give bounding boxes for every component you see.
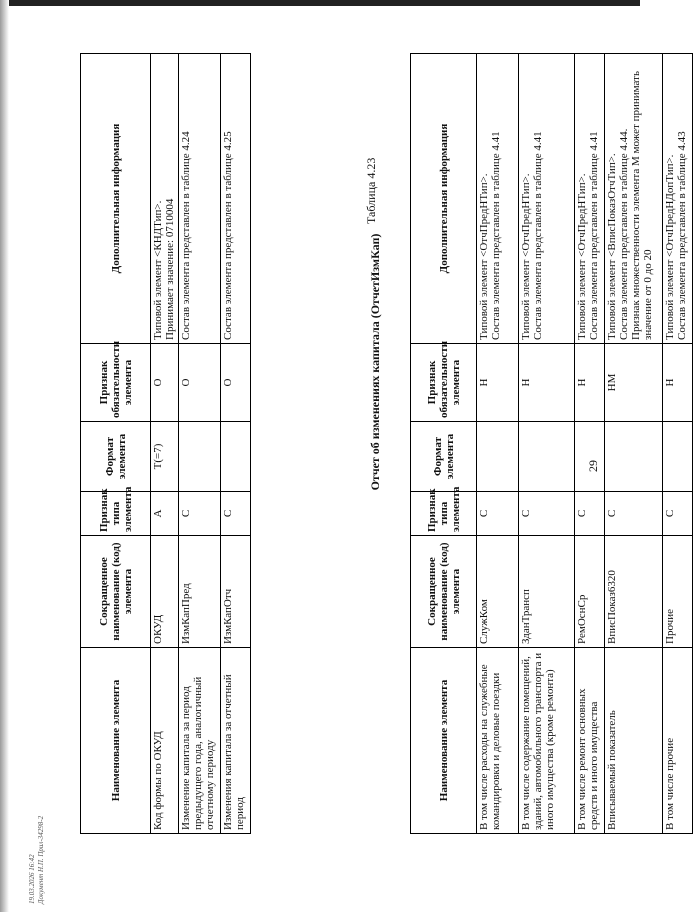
cell-code: ЗданТрансп bbox=[519, 536, 575, 648]
table-row bbox=[663, 54, 693, 834]
table-row bbox=[477, 54, 519, 834]
col-header: Дополнительная информация bbox=[411, 54, 477, 344]
cell-code: РемОснСр bbox=[575, 536, 605, 648]
cell-required: Н bbox=[575, 344, 605, 422]
col-header: Наименование элемента bbox=[411, 648, 477, 834]
cell-type: С bbox=[575, 492, 605, 536]
col-header: Сокращенное наименование (код) элемента bbox=[81, 536, 151, 648]
table-expenses bbox=[410, 53, 693, 834]
cell-name: Код формы по ОКУД bbox=[151, 648, 179, 834]
col-header: Формат элемента bbox=[411, 422, 477, 492]
col-header: Признак типа элемента bbox=[411, 492, 477, 536]
cell-name: Вписываемый показатель bbox=[605, 648, 663, 834]
cell-type: С bbox=[179, 492, 221, 536]
cell-required: НМ bbox=[605, 344, 663, 422]
cell-format: T(=7) bbox=[151, 422, 179, 492]
cell-info: Типовой элемент <ОтчПредНТип>. Состав элемента представлен в таблице 4.41 bbox=[575, 54, 605, 344]
cell-name: В том числе прочие bbox=[663, 648, 693, 834]
table-row bbox=[519, 54, 575, 834]
cell-required: Н bbox=[477, 344, 519, 422]
cell-required: Н bbox=[663, 344, 693, 422]
cell-format bbox=[575, 422, 605, 492]
cell-format bbox=[221, 422, 251, 492]
cell-type: С bbox=[221, 492, 251, 536]
cell-code: Прочие bbox=[663, 536, 693, 648]
cell-info: Типовой элемент <ОтчПредНТип>. Состав элемента представлен в таблице 4.41 bbox=[477, 54, 519, 344]
cell-code: СлужКом bbox=[477, 536, 519, 648]
footer-line-1: 19.03.2026 16:42 bbox=[28, 854, 36, 904]
table-header-row bbox=[81, 54, 151, 834]
cell-name: Изменения капитала за отчетный период bbox=[221, 648, 251, 834]
col-header: Наименование элемента bbox=[81, 648, 151, 834]
cell-code: ИзмКапПред bbox=[179, 536, 221, 648]
cell-type: С bbox=[605, 492, 663, 536]
cell-format bbox=[477, 422, 519, 492]
cell-info: Типовой элемент <ОтчПредНТип>. Состав элемента представлен в таблице 4.41 bbox=[519, 54, 575, 344]
footer-line-2: Документ Н.П. Прил-34298-2 bbox=[37, 815, 45, 904]
cell-format bbox=[179, 422, 221, 492]
table-row bbox=[151, 54, 179, 834]
table-capital-changes bbox=[80, 53, 251, 834]
cell-format bbox=[663, 422, 693, 492]
cell-required: О bbox=[151, 344, 179, 422]
table-row bbox=[605, 54, 663, 834]
cell-type: С bbox=[663, 492, 693, 536]
col-header: Признак обязательности элемента bbox=[81, 344, 151, 422]
cell-info: Типовой элемент <КНДТип>. Принимает значение: 0710004 bbox=[151, 54, 179, 344]
cell-type: С bbox=[477, 492, 519, 536]
col-header: Формат элемента bbox=[81, 422, 151, 492]
cell-format bbox=[519, 422, 575, 492]
cell-required: О bbox=[179, 344, 221, 422]
cell-format bbox=[605, 422, 663, 492]
table-caption: Таблица 4.23 bbox=[364, 157, 378, 224]
table-row bbox=[179, 54, 221, 834]
cell-info: Типовой элемент <ВписПоказОтчТип>. Состав элемента представлен в таблице 4.44. Признак множественности элемента М может принимать значение от 0 до 20 bbox=[605, 54, 663, 344]
cell-required: О bbox=[221, 344, 251, 422]
table-row bbox=[221, 54, 251, 834]
col-header: Дополнительная информация bbox=[81, 54, 151, 344]
col-header: Признак обязательности элемента bbox=[411, 344, 477, 422]
table-row bbox=[575, 54, 605, 834]
table-title: Отчет об изменениях капитала (ОтчетИзмКап) bbox=[368, 233, 382, 491]
cell-code: ВписПоказ6320 bbox=[605, 536, 663, 648]
cell-code: ИзмКапОтч bbox=[221, 536, 251, 648]
page-number: 29 bbox=[586, 460, 600, 472]
cell-name: В том числе содержание помещений, зданий, автомобильного транспорта и иного имущества (кроме ремонта) bbox=[519, 648, 575, 834]
cell-name: Изменение капитала за период предыдущего года, аналогичный отчетному периоду bbox=[179, 648, 221, 834]
cell-type: С bbox=[519, 492, 575, 536]
cell-required: Н bbox=[519, 344, 575, 422]
col-header: Сокращенное наименование (код) элемента bbox=[411, 536, 477, 648]
cell-name: В том числе расходы на служебные командировки и деловые поездки bbox=[477, 648, 519, 834]
col-header: Признак типа элемента bbox=[81, 492, 151, 536]
cell-type: А bbox=[151, 492, 179, 536]
cell-name: В том числе ремонт основных средств и иного имущества bbox=[575, 648, 605, 834]
cell-info: Типовой элемент <ОтчПредНДопТип>. Состав элемента представлен в таблице 4.43 bbox=[663, 54, 693, 344]
cell-info: Состав элемента представлен в таблице 4.25 bbox=[221, 54, 251, 344]
cell-code: ОКУД bbox=[151, 536, 179, 648]
footer-stamp bbox=[28, 816, 46, 904]
table-header-row bbox=[411, 54, 477, 834]
cell-info: Состав элемента представлен в таблице 4.24 bbox=[179, 54, 221, 344]
